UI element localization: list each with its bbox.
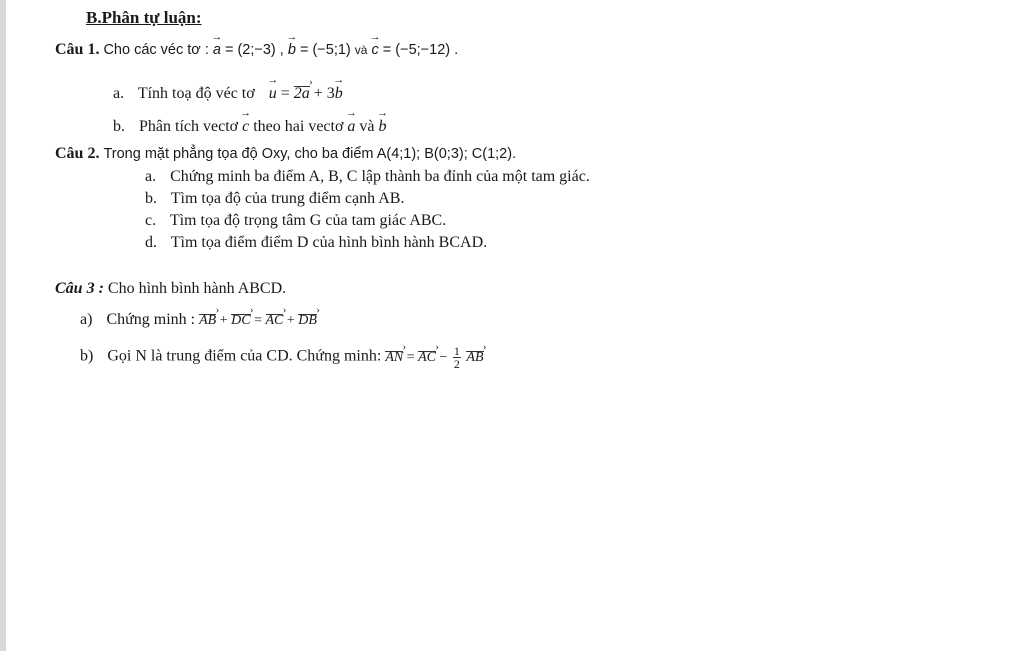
question-3b-label: b) [80, 347, 94, 365]
question-3 [55, 280, 286, 298]
question-2-label: Câu 2. [55, 145, 100, 162]
item-text: Tìm tọa điểm điểm D của hình bình hành BCAD. [170, 234, 488, 251]
question-1a-text: Tính toạ độ véc tơ [137, 85, 255, 102]
question-1a-label: a. [113, 85, 125, 102]
question-1b-text1: Phân tích vectơ [139, 118, 239, 135]
question-1b-text2: theo hai vectơ [253, 118, 344, 135]
item-text: Tìm tọa độ trọng tâm G của tam giác ABC. [169, 212, 447, 229]
question-1-intro: Cho các véc tơ : [103, 42, 209, 58]
vector-u: → u [269, 85, 277, 103]
and-word: và [354, 43, 368, 57]
question-2a [145, 168, 590, 186]
item-text: Tìm tọa độ của trung điểm cạnh AB. [170, 190, 405, 207]
fraction-denominator: 2 [453, 357, 460, 371]
question-3-intro: Cho hình bình hành ABCD. [107, 280, 287, 297]
question-3b [80, 345, 484, 370]
question-3a-text: Chứng minh : [106, 311, 196, 328]
term-3-coef: 3 [326, 85, 335, 102]
plus-sign: + [219, 313, 228, 328]
vector-a-value: = (2;−3) [224, 42, 276, 58]
question-3-label: Câu 3 : [55, 280, 104, 297]
vector-b-value: = (−5;1) [299, 42, 351, 58]
item-label: d. [145, 234, 157, 251]
question-1b [113, 118, 387, 136]
vector-a: → a [213, 42, 221, 58]
vector-a-ref: → a [347, 118, 355, 136]
question-2c [145, 212, 446, 230]
question-1 [55, 41, 458, 59]
question-3a [80, 311, 317, 329]
item-label: a. [145, 168, 157, 185]
term-2a: 2a › [294, 85, 310, 103]
question-2b [145, 190, 404, 208]
vector-ab: AB › [199, 313, 216, 329]
question-2d [145, 234, 487, 252]
question-1a [113, 85, 343, 103]
section-title: B.Phân tự luận: [86, 8, 202, 27]
item-label: b. [145, 190, 157, 207]
vector-ac: AC › [418, 350, 436, 366]
vector-ac: AC › [266, 313, 284, 329]
item-label: c. [145, 212, 157, 229]
question-2 [55, 145, 516, 163]
vector-b: → b [288, 42, 296, 58]
separator: , [279, 42, 284, 58]
plus-sign: + [313, 85, 323, 102]
vector-b-ref: → b [379, 118, 387, 136]
question-1b-label: b. [113, 118, 125, 135]
vector-c-ref: → c [242, 118, 249, 136]
vector-c: → c [372, 42, 379, 58]
question-3b-text: Gọi N là trung điểm của CD. Chứng minh: [107, 347, 382, 365]
and-word-1b: và [359, 118, 375, 135]
vector-ab: AB › [466, 350, 483, 366]
question-2-text: Trong mặt phẳng tọa độ Oxy, cho ba điểm A(4;1); B(0;3); C(1;2). [103, 146, 517, 162]
term-b-vector: → b [335, 85, 343, 103]
page-edge [0, 0, 6, 651]
fraction-numerator: 1 [453, 344, 460, 358]
fraction-one-half [453, 345, 461, 370]
vector-an: AN › [385, 350, 403, 366]
equals-sign: = [254, 313, 262, 328]
vector-db: DB › [298, 313, 317, 329]
vector-dc: DC › [231, 313, 250, 329]
plus-sign: + [286, 313, 295, 328]
equals-sign: = [406, 349, 415, 365]
minus-sign: − [439, 349, 448, 365]
equals-sign: = [280, 85, 290, 102]
vector-c-value: = (−5;−12) . [382, 42, 459, 58]
question-1-label: Câu 1. [55, 41, 100, 58]
question-3a-label: a) [80, 311, 93, 328]
item-text: Chứng minh ba điểm A, B, C lập thành ba đỉnh của một tam giác. [170, 168, 590, 185]
